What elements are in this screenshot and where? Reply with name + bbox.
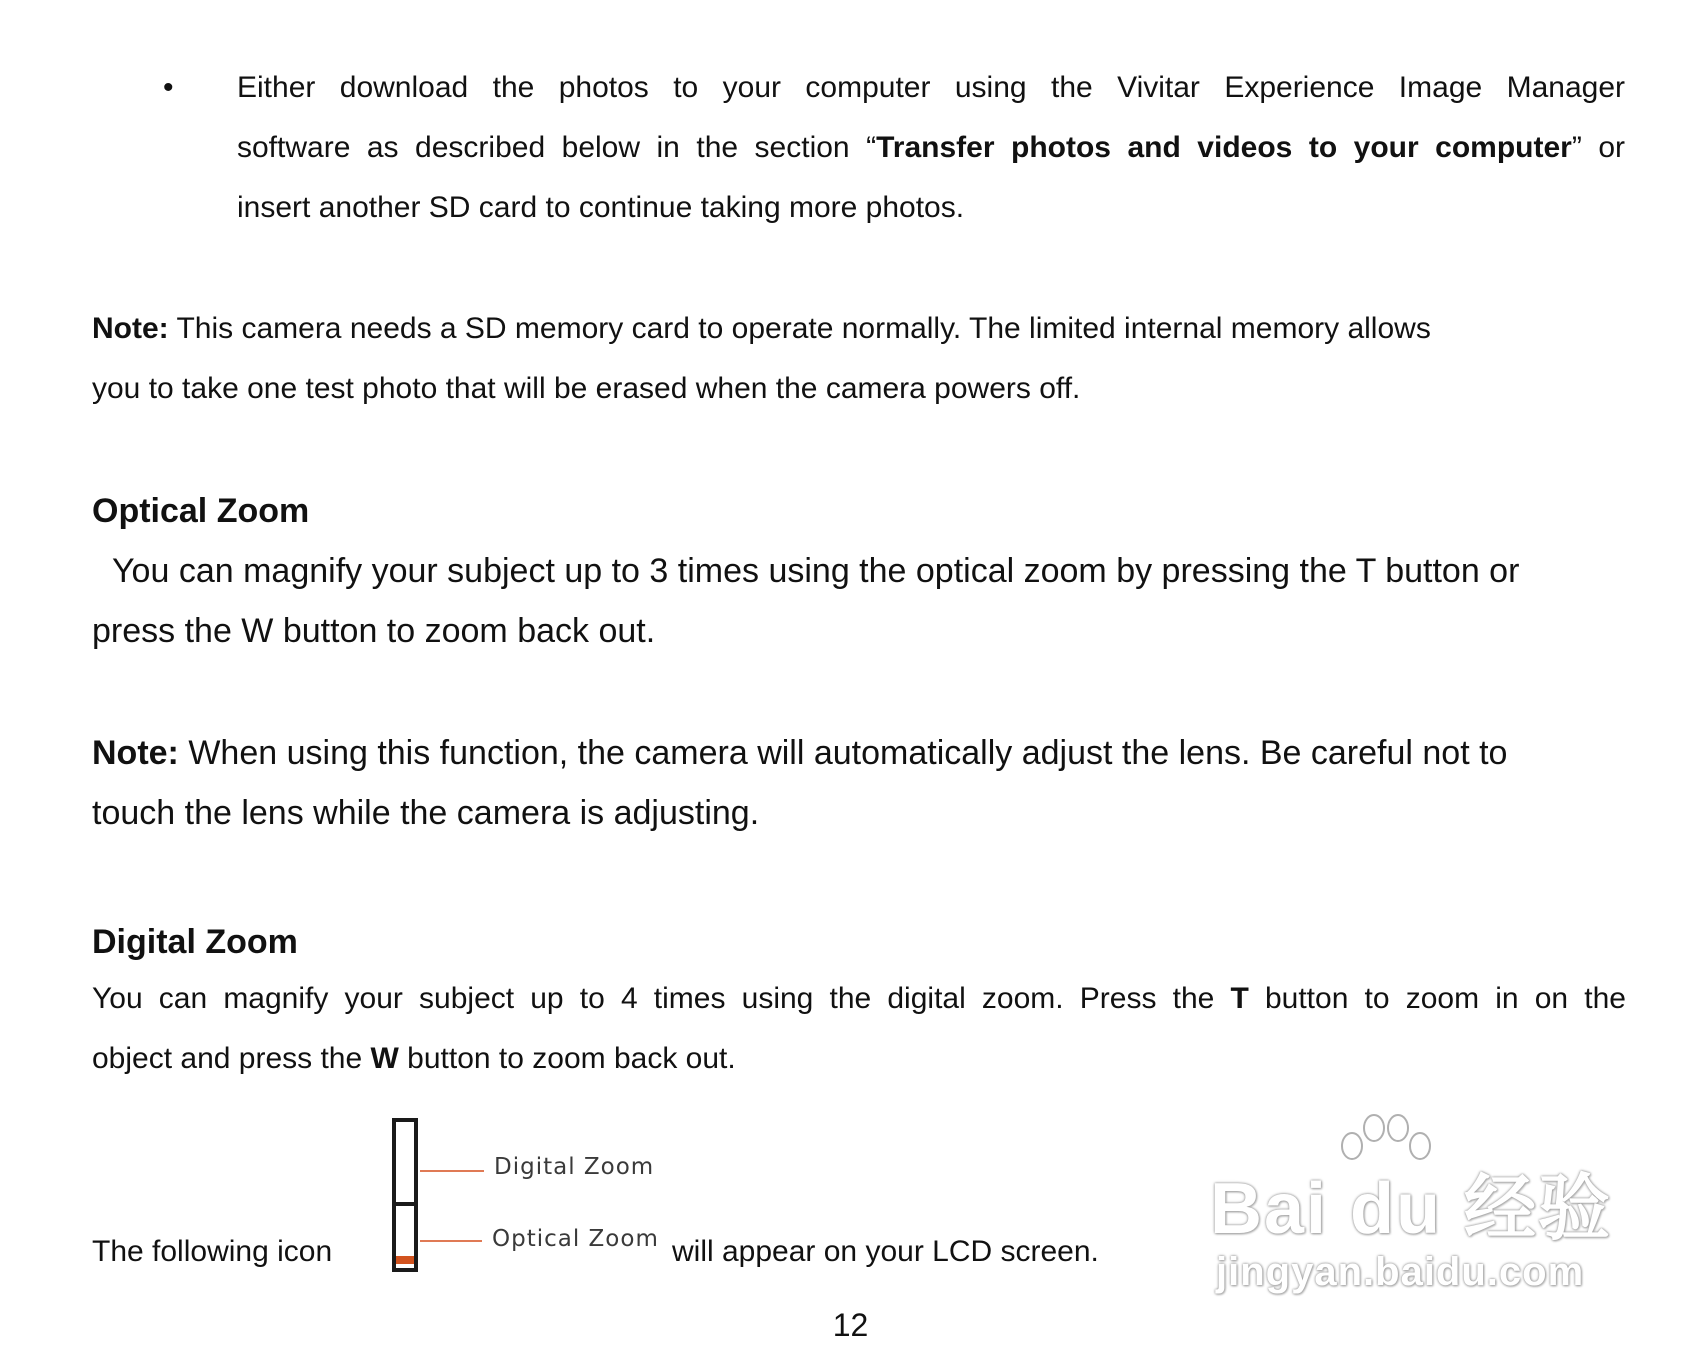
bullet-line-2-end: ” or [1571,131,1626,164]
page-number: 12 [832,1307,869,1343]
note-2-text: When using this function, the camera will automatically adjust the lens. Be careful not to [178,734,1508,772]
note-2-line-2: touch the lens while the camera is adjusting. [92,794,760,832]
zoom-bar-divider [392,1202,418,1206]
baidu-watermark [1210,1112,1613,1312]
digital-zoom-heading: Digital Zoom [92,923,298,961]
digital-zoom-text-f: button to zoom back out. [398,1042,736,1075]
t-button-label: T [1230,982,1249,1015]
optical-zoom-line-1: You can magnify your subject up to 3 times using the optical zoom by pressing the T button or [112,552,1520,590]
digital-zoom-line-2 [92,1041,736,1077]
note-1-label: Note: [92,312,169,345]
bullet-line-2 [237,130,1625,166]
zoom-bar [392,1118,418,1272]
w-button-label: W [370,1042,399,1075]
note-1-text: This camera needs a SD memory card to operate normally. The limited internal memory allows [168,312,1431,345]
bullet-line-2-text: software as described below in the section “ [237,131,877,164]
note-1-line-1 [92,311,1431,347]
watermark-main: Bai du 经验 [1210,1169,1613,1249]
optical-zoom-label: Optical Zoom [492,1226,659,1252]
optical-zoom-leader [420,1240,482,1242]
digital-zoom-text-a: You can magnify your subject up to 4 times using the digital zoom. Press the [92,982,1231,1015]
note-2-label: Note: [92,734,179,772]
section-reference: Transfer photos and videos to your computer [876,131,1572,164]
digital-zoom-leader [420,1170,484,1172]
optical-zoom-heading: Optical Zoom [92,492,310,530]
optical-zoom-line-2: press the W button to zoom back out. [92,612,656,650]
bullet-line-1: Either download the photos to your computer using the Vivitar Experience Image Manager [237,71,1625,104]
digital-zoom-text-c: button to zoom in on the [1248,982,1626,1015]
bullet-symbol: • [163,71,174,104]
watermark-url: jingyan.baidu.com [1216,1250,1585,1294]
bullet-line-3: insert another SD card to continue taking more photos. [237,191,965,224]
zoom-level-fill [396,1256,414,1264]
note-1-line-2: you to take one test photo that will be erased when the camera powers off. [92,372,1081,405]
icon-line-pre: The following icon [92,1235,333,1268]
zoom-indicator-icon [392,1118,672,1274]
digital-zoom-label: Digital Zoom [494,1154,655,1180]
note-2-line-1 [92,733,1507,773]
digital-zoom-line-1 [92,981,1626,1017]
digital-zoom-text-d: object and press the [92,1042,371,1075]
icon-line-post: will appear on your LCD screen. [672,1235,1099,1268]
